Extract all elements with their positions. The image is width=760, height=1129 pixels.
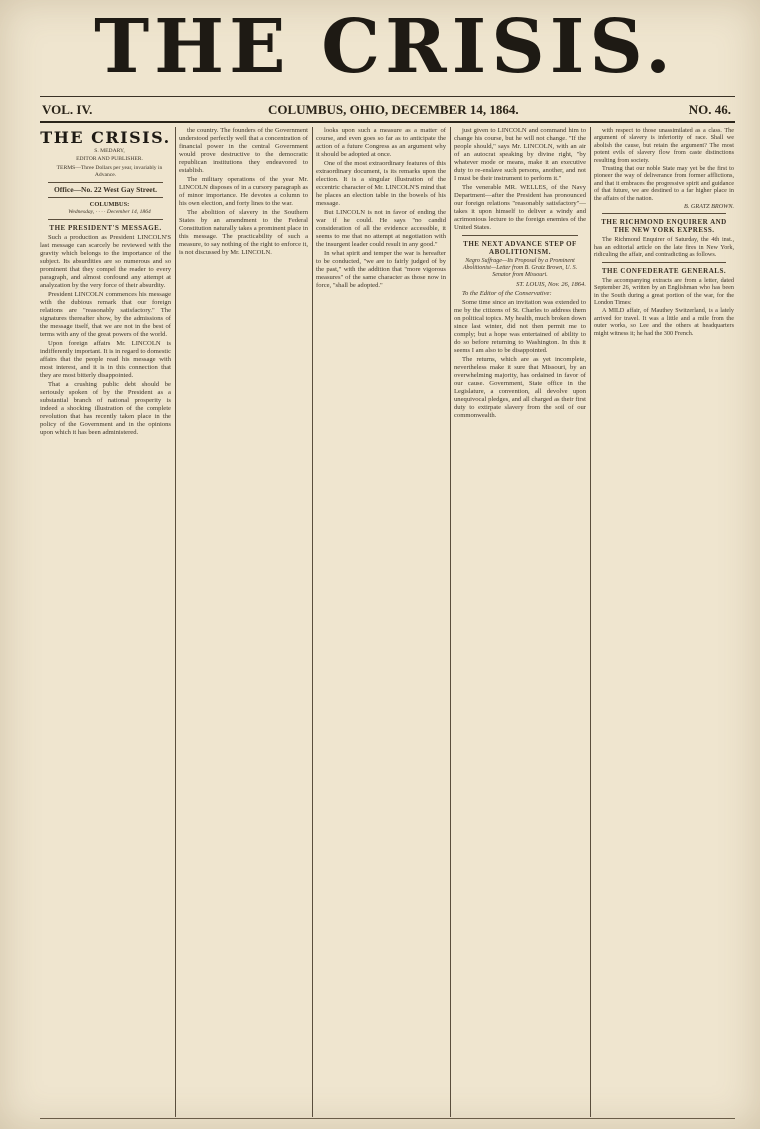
page-bottom-rule bbox=[40, 1118, 735, 1119]
divider bbox=[602, 213, 726, 214]
masthead-rule-bottom bbox=[40, 121, 735, 123]
column-divider-1 bbox=[175, 127, 176, 1117]
article-paragraph: The Richmond Enquirer of Saturday, the 4th inst., has an editorial article on the late fires in New York, ridiculing the affair, and contradicting as follows. bbox=[594, 236, 734, 259]
editor-name: S. MEDARY, bbox=[94, 148, 125, 154]
column-divider-3 bbox=[450, 127, 451, 1117]
city-label: COLUMBUS: bbox=[89, 201, 130, 208]
office-address: Office—No. 22 West Gay Street. bbox=[53, 185, 158, 194]
article-paragraph: The venerable MR. WELLES, of the Navy Department—after the President has pronounced our foreign relations "reasonably satisfactory"—takes it upon himself to deliver a windy and acrimonious lecture to the foreign enemies of the United States. bbox=[454, 184, 586, 231]
article-paragraph: The accompanying extracts are from a letter, dated September 26, written by an Englishman who has been in the South during a great portion of the war, for the London Times: bbox=[594, 276, 734, 306]
article-headline: THE CONFEDERATE GENERALS. bbox=[601, 266, 727, 275]
letter-signature: B. GRATZ BROWN. bbox=[684, 203, 734, 211]
column-brand-title: THE CRISIS. bbox=[40, 128, 171, 147]
article-paragraph: In what spirit and temper the war is hereafter to be conducted, "we are to fairly judged of by the past," with the addition that "more vigorous measures" of the same character as those now in force, "shall be adopted." bbox=[316, 250, 446, 289]
article-paragraph: just given to LINCOLN and command him to change his course, but he will not change. "If the people should," says Mr. LINCOLN, with an air of an autocrat speaking by divine right, "by whatever mode or means, make it an executive duty to re-enslave such persons, another, and not I must be their instrument to perform it." bbox=[454, 127, 586, 182]
article-paragraph: One of the most extraordinary features of this extraordinary document, is its remarks upon the election. It is a singular illustration of the eccentric character of Mr. LINCOLN'S mind that he places an election table in the bowels of his message. bbox=[316, 160, 446, 207]
article-paragraph: the country. The founders of the Government understood perfectly well that a concentration of financial power in the central Government would prove destructive to the democratic republican institutions they endeavored to establish. bbox=[179, 127, 308, 174]
article-paragraph: President LINCOLN commences his message with the dubious remark that our foreign relations are "reasonably satisfactory." The signatures thereafter show, by the admissions of the message itself, that we are not in the best of terms with any of the great powers of the world. bbox=[40, 291, 171, 338]
article-paragraph: The returns, which are as yet incomplete, nevertheless make it sure that Missouri, by an overwhelming majority, has ordained in favor of our cause. Government, State office in the Legislature, a convention, all devolve upon unequivocal pledges, and all charged as their first duty to extirpate slavery from the soil of our commonwealth. bbox=[454, 356, 586, 419]
column-4 bbox=[454, 127, 586, 1112]
column-3 bbox=[316, 127, 446, 1112]
masthead-rule-top bbox=[40, 96, 735, 97]
divider bbox=[462, 235, 578, 236]
column-divider-4 bbox=[590, 127, 591, 1117]
divider bbox=[602, 262, 726, 263]
article-paragraph: Such a production as President LINCOLN'S last message can scarcely be reviewed with the gravity which belongs to the importance of the subject. Its absurdities are so numerous and so prominent that they compel the reader to every paragraph, and almost confound any attempt at analyzation by the very force of their absurdity. bbox=[40, 234, 171, 289]
article-paragraph: Trusting that our noble State may yet be the first to pioneer the way of deliverance from former afflictions, and that it embraces the progressive spirit and guidance of that future, we are destined to a far higher place in the affairs of the nation. bbox=[594, 165, 734, 202]
editor-role: EDITOR AND PUBLISHER. bbox=[76, 156, 143, 162]
article-paragraph: The abolition of slavery in the Southern States by an amendment to the Federal Constitution naturally takes a prominent place in this message. The practicability of such a measure, to say nothing of the right to enforce it, is not discussed by Mr. LINCOLN. bbox=[179, 209, 308, 256]
column-divider-2 bbox=[312, 127, 313, 1117]
divider bbox=[48, 219, 163, 220]
masthead-title: THE CRISIS. bbox=[94, 4, 676, 90]
column-5 bbox=[594, 127, 734, 1112]
issue-date: Wednesday, · · · · December 14, 1864 bbox=[68, 209, 151, 215]
dateline-bar bbox=[40, 101, 735, 121]
letter-salutation: To the Editor of the Conservative: bbox=[462, 290, 552, 297]
article-paragraph: Upon foreign affairs Mr. LINCOLN is indifferently important. It is in regard to domestic affairs that the people read his message with most interest, and it is in this connection that they are most bitterly disappointed. bbox=[40, 340, 171, 379]
divider bbox=[48, 182, 163, 183]
article-paragraph: looks upon such a measure as a matter of course, and even goes so far as to anticipate the action of a future Congress as an argument why it should be adopted at once. bbox=[316, 127, 446, 158]
column-2 bbox=[179, 127, 308, 1112]
letter-place-date: ST. LOUIS, Nov. 26, 1864. bbox=[516, 281, 586, 288]
article-headline: THE NEXT ADVANCE STEP OF ABOLITIONISM. bbox=[463, 240, 577, 256]
volume-label: VOL. IV. bbox=[42, 102, 93, 117]
article-paragraph: A MILD affair, of Mauthey Switzerland, is a lately arrived for travel. It was a little and a mile from the outer works, so Lee and the others at headquarters might witness it; he had the 300 French. bbox=[594, 307, 734, 337]
article-paragraph: The military operations of the year Mr. LINCOLN disposes of in a cursory paragraph as of minor importance. He devotes a column to his own election, and forty lines to the war. bbox=[179, 176, 308, 207]
article-paragraph: But LINCOLN is not in favor of ending the war if he could. He says "no candid consideration of all the evidence accessible, it seems to me that no attempt at negotiation with the insurgent leader could result in any good." bbox=[316, 209, 446, 248]
article-headline: THE RICHMOND ENQUIRER AND THE NEW YORK EXPRESS. bbox=[601, 218, 727, 235]
article-paragraph: Some time since an invitation was extended to me by the citizens of St. Charles to address them on political topics. My health, much broken down since last winter, did not then permit me to comply; but a hope was entertained of ability to do so before returning to Washington. In this it seems I am also to be disappointed. bbox=[454, 299, 586, 354]
article-paragraph: That a crushing public debt should be seriously spoken of by the President as a substantial branch of national prosperity is indeed a shocking illustration of the complete revolution that has recently taken place in the policy of the Government and in the opinions upon which it has been administered. bbox=[40, 381, 171, 436]
issue-number: NO. 46. bbox=[688, 102, 731, 117]
article-headline: THE PRESIDENT'S MESSAGE. bbox=[49, 224, 162, 232]
date-label: COLUMBUS, OHIO, DECEMBER 14, 1864. bbox=[268, 102, 519, 117]
article-paragraph: with respect to those unassimilated as a class. The argument of slavery is inferiority of race. Shall we abolish the cause, but retain the argument? The most potent evils of slavery flow from caste distinctions resulting from society. bbox=[594, 127, 734, 164]
article-subheadline: Negro Suffrage—Its Proposal by a Prominent Abolitionist—Letter from B. Gratz Brown, U. S. Senator from Missouri. bbox=[462, 258, 578, 278]
subscription-terms: TERMS—Three Dollars per year, invariably in Advance. bbox=[56, 165, 163, 178]
divider bbox=[48, 197, 163, 198]
column-1 bbox=[40, 127, 171, 1112]
